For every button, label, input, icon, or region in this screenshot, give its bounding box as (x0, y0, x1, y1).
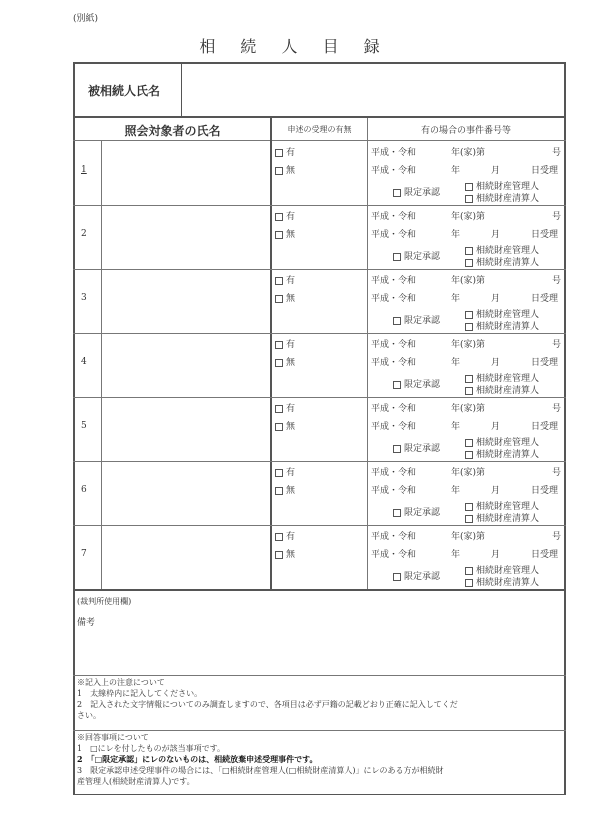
case-era: 平成・令和 (371, 276, 417, 286)
date-year: 年 (451, 230, 461, 240)
col-name-header: 照会対象者の氏名 (124, 124, 221, 138)
case-year-label: 年(家)第 (451, 404, 486, 414)
date-month: 月 (491, 422, 501, 432)
heir-name-field[interactable] (103, 399, 268, 459)
date-era: 平成・令和 (371, 422, 417, 432)
yes-checkbox[interactable]: 有 (275, 145, 295, 158)
liquidator-checkbox[interactable]: 相続財産清算人 (465, 575, 539, 588)
date-received: 日受理 (531, 166, 559, 176)
admin-checkbox[interactable]: 相続財産管理人 (465, 243, 539, 256)
date-year: 年 (451, 550, 461, 560)
col-case-header: 有の場合の事件番号等 (420, 126, 511, 136)
case-number-suffix: 号 (552, 276, 562, 286)
date-year: 年 (451, 166, 461, 176)
row-number: 3 (81, 293, 87, 303)
answer-item-3: 3 限定承認申述受理事件の場合には、「□相続財産管理人(□相続財産清算人)」にレのある方が相続財 (77, 766, 444, 775)
heir-name-field[interactable] (103, 527, 268, 587)
liquidator-checkbox[interactable]: 相続財産清算人 (465, 255, 539, 268)
row-number: 5 (81, 421, 87, 431)
limited-approval-checkbox[interactable]: 限定承認 (393, 569, 440, 582)
date-year: 年 (451, 294, 461, 304)
table-row (73, 205, 566, 269)
admin-checkbox[interactable]: 相続財産管理人 (465, 307, 539, 320)
date-era: 平成・令和 (371, 166, 417, 176)
date-era: 平成・令和 (371, 358, 417, 368)
date-year: 年 (451, 486, 461, 496)
date-era: 平成・令和 (371, 550, 417, 560)
note-item-2-cont: さい。 (77, 711, 101, 720)
limited-approval-checkbox[interactable]: 限定承認 (393, 185, 440, 198)
date-month: 月 (491, 166, 501, 176)
case-number-suffix: 号 (552, 532, 562, 542)
table-row (73, 397, 566, 461)
answer-item-2: 2 「□限定承認」にレのないものは、相続放棄申述受理事件です。 (77, 754, 318, 764)
case-era: 平成・令和 (371, 404, 417, 414)
answer-item-3-cont: 産管理人(相続財産清算人)です。 (77, 777, 195, 786)
table-row (73, 269, 566, 333)
heir-name-field[interactable] (103, 271, 268, 331)
limited-approval-checkbox[interactable]: 限定承認 (393, 249, 440, 262)
date-received: 日受理 (531, 230, 559, 240)
case-year-label: 年(家)第 (451, 148, 486, 158)
admin-checkbox[interactable]: 相続財産管理人 (465, 435, 539, 448)
row-number: 4 (81, 357, 87, 367)
case-year-label: 年(家)第 (451, 276, 486, 286)
heir-name-field[interactable] (103, 143, 268, 203)
table-row (73, 333, 566, 397)
row-number: 1 (81, 165, 87, 175)
case-year-label: 年(家)第 (451, 532, 486, 542)
date-era: 平成・令和 (371, 486, 417, 496)
table-row (73, 525, 566, 589)
date-era: 平成・令和 (371, 294, 417, 304)
yes-checkbox[interactable]: 有 (275, 529, 295, 542)
case-number-suffix: 号 (552, 404, 562, 414)
date-received: 日受理 (531, 294, 559, 304)
admin-checkbox[interactable]: 相続財産管理人 (465, 499, 539, 512)
answer-item-1: 1 □にレを付したものが該当事項です。 (77, 744, 226, 753)
no-checkbox[interactable]: 無 (275, 355, 295, 368)
yes-checkbox[interactable]: 有 (275, 337, 295, 350)
date-year: 年 (451, 358, 461, 368)
liquidator-checkbox[interactable]: 相続財産清算人 (465, 319, 539, 332)
date-month: 月 (491, 550, 501, 560)
col-status-header: 申述の受理の有無 (287, 125, 352, 134)
case-era: 平成・令和 (371, 340, 417, 350)
heir-name-field[interactable] (103, 207, 268, 267)
case-era: 平成・令和 (371, 468, 417, 478)
no-checkbox[interactable]: 無 (275, 547, 295, 560)
date-month: 月 (491, 486, 501, 496)
no-checkbox[interactable]: 無 (275, 291, 295, 304)
case-era: 平成・令和 (371, 532, 417, 542)
date-month: 月 (491, 294, 501, 304)
limited-approval-checkbox[interactable]: 限定承認 (393, 377, 440, 390)
note-item-1: 1 太線枠内に記入してください。 (77, 689, 203, 698)
case-era: 平成・令和 (371, 148, 417, 158)
limited-approval-checkbox[interactable]: 限定承認 (393, 505, 440, 518)
no-checkbox[interactable]: 無 (275, 483, 295, 496)
attachment-label: (別紙) (73, 14, 99, 24)
no-checkbox[interactable]: 無 (275, 227, 295, 240)
remarks-label: 備考 (77, 618, 96, 628)
case-year-label: 年(家)第 (451, 340, 486, 350)
liquidator-checkbox[interactable]: 相続財産清算人 (465, 191, 539, 204)
date-received: 日受理 (531, 358, 559, 368)
case-year-label: 年(家)第 (451, 468, 486, 478)
date-received: 日受理 (531, 486, 559, 496)
admin-checkbox[interactable]: 相続財産管理人 (465, 179, 539, 192)
table-row (73, 141, 566, 205)
no-checkbox[interactable]: 無 (275, 163, 295, 176)
note-item-2: 2 記入された文字情報についてのみ調査しますので、各項目は必ず戸籍の記載どおり正確に記入してくだ (77, 700, 458, 709)
heir-name-field[interactable] (103, 335, 268, 395)
case-number-suffix: 号 (552, 148, 562, 158)
notes-title: ※記入上の注意について (77, 678, 165, 687)
liquidator-checkbox[interactable]: 相続財産清算人 (465, 447, 539, 460)
yes-checkbox[interactable]: 有 (275, 401, 295, 414)
row-number: 7 (81, 549, 87, 559)
case-era: 平成・令和 (371, 212, 417, 222)
decedent-label: 被相続人氏名 (88, 84, 161, 98)
row-number: 6 (81, 485, 87, 495)
date-year: 年 (451, 422, 461, 432)
yes-checkbox[interactable]: 有 (275, 209, 295, 222)
liquidator-checkbox[interactable]: 相続財産清算人 (465, 511, 539, 524)
row-number: 2 (81, 229, 87, 239)
date-month: 月 (491, 230, 501, 240)
yes-checkbox[interactable]: 有 (275, 273, 295, 286)
date-received: 日受理 (531, 550, 559, 560)
page-title: 相 続 人 目 録 (199, 37, 390, 56)
admin-checkbox[interactable]: 相続財産管理人 (465, 563, 539, 576)
case-number-suffix: 号 (552, 468, 562, 478)
case-number-suffix: 号 (552, 340, 562, 350)
no-checkbox[interactable]: 無 (275, 419, 295, 432)
date-era: 平成・令和 (371, 230, 417, 240)
liquidator-checkbox[interactable]: 相続財産清算人 (465, 383, 539, 396)
court-use-label: (裁判所使用欄) (77, 597, 132, 606)
answer-title: ※回答事項について (77, 733, 149, 742)
table-row (73, 461, 566, 525)
date-month: 月 (491, 358, 501, 368)
date-received: 日受理 (531, 422, 559, 432)
heir-name-field[interactable] (103, 463, 268, 523)
case-year-label: 年(家)第 (451, 212, 486, 222)
limited-approval-checkbox[interactable]: 限定承認 (393, 441, 440, 454)
decedent-name-field[interactable] (183, 65, 561, 113)
limited-approval-checkbox[interactable]: 限定承認 (393, 313, 440, 326)
admin-checkbox[interactable]: 相続財産管理人 (465, 371, 539, 384)
yes-checkbox[interactable]: 有 (275, 465, 295, 478)
case-number-suffix: 号 (552, 212, 562, 222)
